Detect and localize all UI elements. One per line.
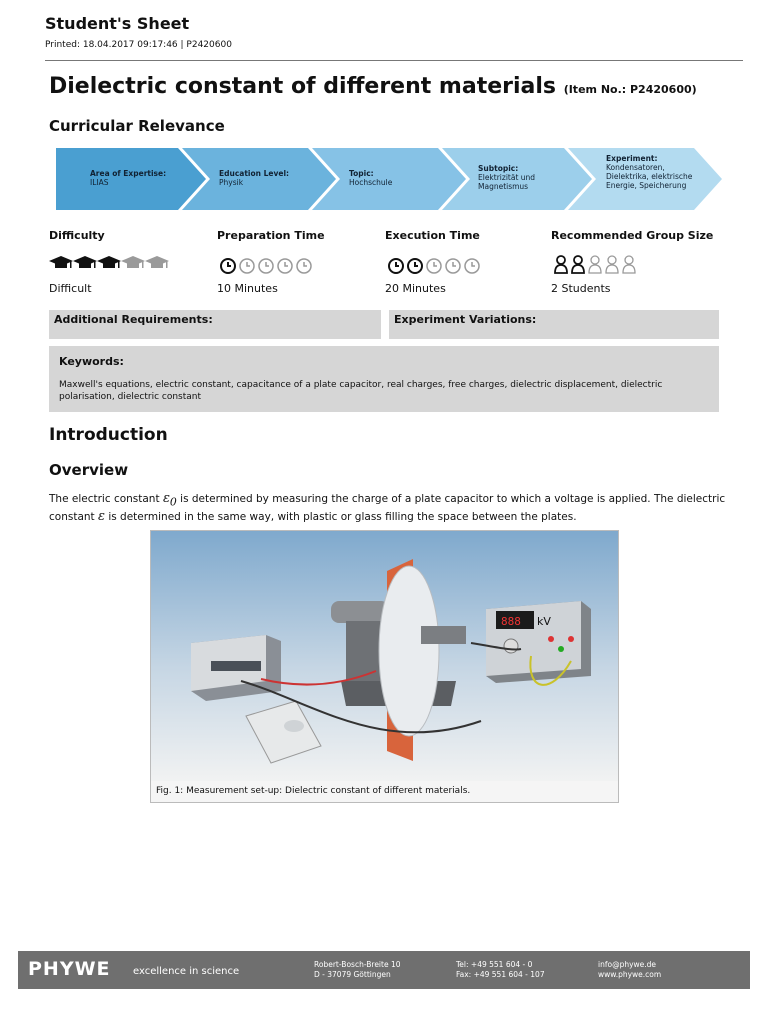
- person-icon: [554, 254, 644, 276]
- figure-photo: [150, 530, 619, 803]
- clock-icon: [387, 255, 487, 275]
- difficulty-heading: Difficulty: [49, 229, 105, 242]
- footer-tagline: excellence in science: [133, 966, 240, 977]
- chevron-area-text: [90, 169, 180, 187]
- document-title-text: Dielectric constant of different materials: [49, 74, 557, 99]
- sheet-title: Student's Sheet: [45, 14, 190, 33]
- overview-text-part-b: is determined by measuring the charge of a plate capacitor to which a voltage is applied. The dielectric constant: [49, 493, 726, 524]
- epsilon-zero-symbol: [162, 491, 177, 509]
- group-size-rating: [554, 254, 644, 276]
- chevron-experiment-text: [606, 154, 696, 190]
- epsilon-zero-letter: ε: [162, 491, 170, 506]
- overview-text-part-a: The electric constant: [49, 493, 160, 505]
- phywe-logo: PHYWE: [28, 958, 111, 980]
- additional-requirements-label: Additional Requirements:: [54, 313, 213, 326]
- keywords-text: Maxwell's equations, electric constant, capacitance of a plate capacitor, real charges, free charges, dielectric displacement, dielectric polarisation, dielectric constant: [59, 380, 663, 402]
- graduation-cap-icon: [49, 254, 169, 274]
- additional-requirements-box: [49, 310, 381, 339]
- experiment-variations-label: Experiment Variations:: [394, 313, 537, 326]
- footer-bar: [18, 951, 750, 989]
- clock-icon: [219, 255, 319, 275]
- keywords-label: Keywords:: [59, 355, 124, 368]
- execution-rating: [387, 255, 487, 275]
- item-number: (Item No.: P2420600): [563, 83, 697, 96]
- difficulty-rating: [49, 254, 169, 274]
- overview-text: [49, 492, 729, 525]
- epsilon-zero-subscript: 0: [169, 495, 177, 509]
- execution-value: 20 Minutes: [385, 282, 446, 295]
- introduction-heading: Introduction: [49, 425, 168, 445]
- experiment-variations-box: [389, 310, 719, 339]
- chevron-topic-text: [349, 169, 439, 187]
- difficulty-value: Difficult: [49, 282, 92, 295]
- chevron-topic-label: Topic:: [349, 169, 374, 178]
- footer-tel: Tel: +49 551 604 - 0: [456, 960, 533, 969]
- chevron-level-text: [219, 169, 309, 187]
- printed-timestamp: Printed: 18.04.2017 09:17:46 | P2420600: [45, 40, 232, 50]
- chevron-experiment-value: Kondensatoren, Dielektrika, elektrische Energie, Speicherung: [606, 163, 693, 190]
- chevron-area-label: Area of Expertise:: [90, 169, 167, 178]
- footer-website-link[interactable]: www.phywe.com: [598, 970, 662, 979]
- group-size-heading: Recommended Group Size: [551, 229, 714, 242]
- preparation-value: 10 Minutes: [217, 282, 278, 295]
- execution-heading: Execution Time: [385, 229, 480, 242]
- chevron-subtopic-text: [478, 164, 553, 191]
- measurement-setup-illustration: [151, 531, 618, 802]
- keywords-box: [49, 346, 719, 412]
- overview-heading: Overview: [49, 461, 129, 479]
- curricular-heading: Curricular Relevance: [49, 117, 225, 135]
- group-size-value: 2 Students: [551, 282, 611, 295]
- overview-text-part-c: is determined in the same way, with plastic or glass filling the space between the plates.: [108, 511, 577, 524]
- footer-fax: Fax: +49 551 604 - 107: [456, 970, 545, 979]
- footer-email-link[interactable]: info@phywe.de: [598, 960, 657, 969]
- chevron-experiment-label: Experiment:: [606, 154, 658, 163]
- high-voltage-power-supply: [486, 601, 591, 683]
- chevron-subtopic-label: Subtopic:: [478, 164, 519, 173]
- epsilon-symbol: ε: [98, 509, 105, 525]
- chevron-level-value: Physik: [219, 178, 244, 187]
- figure-caption: Fig. 1: Measurement set-up: Dielectric constant of different materials.: [156, 786, 471, 796]
- preparation-rating: [219, 255, 319, 275]
- document-title: [49, 74, 697, 99]
- header-divider: [45, 60, 743, 61]
- chevron-level-label: Education Level:: [219, 169, 290, 178]
- footer-address-line2: D - 37079 Göttingen: [314, 970, 391, 979]
- chevron-topic-value: Hochschule: [349, 178, 393, 187]
- chevron-area-value: ILIAS: [90, 178, 109, 187]
- chevron-subtopic-value: Elektrizität und Magnetismus: [478, 173, 536, 191]
- svg-text:888: 888: [501, 615, 521, 628]
- footer-address-line1: Robert-Bosch-Breite 10: [314, 960, 401, 969]
- preparation-heading: Preparation Time: [217, 229, 325, 242]
- curricular-chevrons: [56, 148, 724, 210]
- kv-display-unit: kV: [537, 615, 551, 628]
